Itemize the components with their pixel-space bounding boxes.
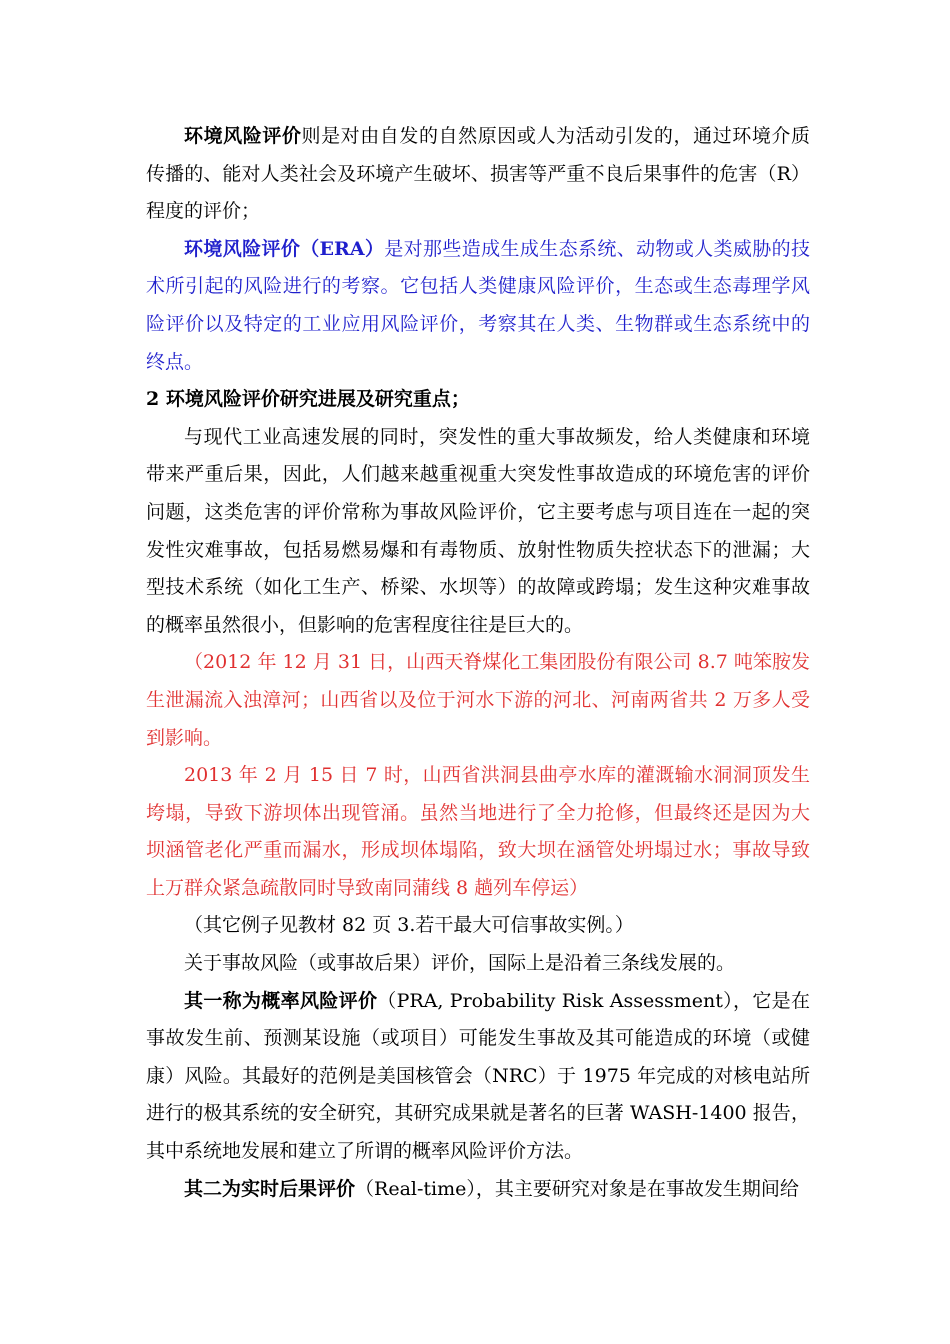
- term-pra: 其一称为概率风险评价: [184, 989, 378, 1012]
- paragraph-pra: [146, 983, 810, 1171]
- paragraph-example-2012: （2012 年 12 月 31 日，山西天脊煤化工集团股份有限公司 8.7 吨笨胺发生泄漏流入浊漳河；山西省以及位于河水下游的河北、河南两省共 2 万多人受到影响。: [146, 651, 810, 749]
- paragraph-text: （Real-time），其主要研究对象是在事故发生期间给: [355, 1177, 799, 1200]
- paragraph-era-definition: [146, 118, 810, 231]
- paragraph-example-2013: 2013 年 2 月 15 日 7 时，山西省洪洞县曲亭水库的灌溉输水洞洞顶发生垮塌，导致下游坝体出现管涌。虽然当地进行了全力抢修，但最终还是因为大坝涵管老化严重而漏水，形成坝体塌陷，致大坝在涵管处坍塌过水；事故导致上万群众紧急疏散同时导致南同蒲线 8 趟列车停运）: [146, 764, 810, 899]
- paragraph-realtime: [146, 1171, 810, 1209]
- paragraph-three-lines: 关于事故风险（或事故后果）评价，国际上是沿着三条线发展的。: [184, 952, 736, 975]
- section-heading: 2 环境风险评价研究进展及研究重点；: [146, 388, 470, 411]
- paragraph-textbook-reference: （其它例子见教材 82 页 3.若干最大可信事故实例。）: [184, 914, 634, 937]
- paragraph-text: 是对那些造成生成生态系统、动物或人类威胁的技术所引起的风险进行的考察。它包括人类健康风险评价，生态或生态毒理学风险评价以及特定的工业应用风险评价，考察其在人类、生物群或生态系统中的终点。: [146, 237, 810, 373]
- paragraph-accident-risk: 与现代工业高速发展的同时，突发性的重大事故频发，给人类健康和环境带来严重后果，因此，人们越来越重视重大突发性事故造成的环境危害的评价问题，这类危害的评价常称为事故风险评价，它主要考虑与项目连在一起的突发性灾难事故，包括易燃易爆和有毒物质、放射性物质失控状态下的泄漏；大型技术系统（如化工生产、桥梁、水坝等）的故障或跨塌；发生这种灾难事故的概率虽然很小，但影响的危害程度往往是巨大的。: [146, 425, 810, 636]
- term-realtime: 其二为实时后果评价: [184, 1177, 356, 1200]
- term-environmental-risk-assessment: 环境风险评价: [184, 125, 302, 147]
- term-era: 环境风险评价（ERA）: [184, 237, 385, 260]
- paragraph-text: 则是对由自发的自然原因或人为活动引发的，通过环境介质传播的、能对人类社会及环境产生破坏、损害等严重不良后果事件的危害（R）程度的评价；: [146, 125, 810, 223]
- document-body: [146, 118, 810, 1208]
- paragraph-text: （PRA, Probability Risk Assessment），它是在事故发生前、预测某设施（或项目）可能发生事故及其可能造成的环境（或健康）风险。其最好的范例是美国核管会（NRC）于 1975 年完成的对核电站所进行的极其系统的安全研究，其研究成果就是著名的巨著 WASH-1400 报告，其中系统地发展和建立了所谓的概率风险评价方法。: [146, 989, 810, 1163]
- paragraph-era-blue: [146, 231, 810, 381]
